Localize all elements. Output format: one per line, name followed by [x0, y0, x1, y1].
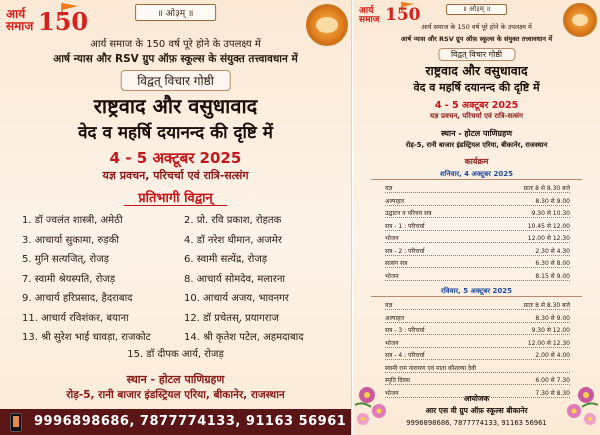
schedule-row: [385, 234, 570, 244]
schedule-activity: भोजन: [385, 235, 399, 242]
arya-samaj-logo-text: आर्य समाज: [6, 7, 34, 33]
venue-name: स्थान - होटल पाणिग्रहण: [126, 373, 225, 386]
schedule-row: [385, 314, 570, 324]
speaker-list-item: 14. श्री कृतेश पटेल, अहमदाबाद: [184, 332, 304, 343]
intro-line-1: आर्य समाज के 150 वर्ष पूरे होने के उपलक्ष्य में: [421, 23, 532, 31]
invitation-poster-schedule: [353, 0, 600, 435]
schedule-activity: सत्र - 3 : परिचर्चा: [385, 327, 425, 334]
speaker-list-item: 8. आचार्य सोमदेव, मलारना: [184, 273, 285, 285]
schedule-activity: अल्पाहार: [385, 197, 405, 205]
speaker-list-item: 5. मुनि सत्यजित्, रोजड़: [22, 254, 109, 265]
schedule-time: 7.30 से 8.30: [535, 389, 570, 397]
schedule-row: [385, 197, 570, 207]
speaker-list-item: 6. स्वामी सत्येंद्र, रोजड़: [184, 254, 268, 265]
schedule-activity: सत्संग सत्र: [385, 260, 408, 267]
schedule-activity: भोजन: [385, 272, 399, 280]
organizer-phones: 9996898686, 7877774133, 91163 56961: [406, 419, 547, 427]
schedule-row: [385, 222, 570, 232]
schedule-time: 2.00 से 4.00: [535, 352, 570, 359]
schedule-activity: भोजन: [385, 339, 399, 347]
schedule-time: 12.00 से 12.30: [527, 235, 570, 242]
dotted-leader: [385, 255, 570, 256]
schedule-time: 8.15 से 9.00: [535, 272, 570, 280]
dotted-leader: [385, 347, 570, 348]
contact-phones: 9996898686, 7877774133, 91163 56961: [34, 414, 347, 429]
speakers-heading-underline: [124, 205, 227, 206]
venue-name: स्थान - होटल पाणिग्रहण: [440, 129, 513, 138]
schedule-time: प्रातः 8 से 8.30 बजे: [523, 302, 570, 309]
program-line: यज्ञ प्रवचन, परिचर्चा एवं रात्रि-सत्संग: [102, 169, 249, 182]
dotted-leader: [385, 309, 570, 310]
title-line-2: वेद व महर्षि दयानन्द की दृष्टि में: [413, 81, 540, 94]
schedule-activity: स्मृति दिवस: [385, 377, 410, 384]
speaker-list-item: 9. आचार्य हरिप्रसाद, हैदराबाद: [22, 293, 133, 304]
schedule-time: 2.30 से 4.30: [535, 247, 570, 255]
organizer-label: आयोजक: [463, 394, 490, 403]
schedule-row: [385, 259, 570, 269]
speaker-list-item: 4. डॉ नरेश धीमान, अजमेर: [184, 234, 282, 246]
dotted-leader: [385, 384, 570, 385]
day2-heading: रविवार, 5 अक्टूबर 2025: [371, 287, 582, 297]
dotted-leader: [385, 322, 570, 323]
schedule-activity: उद्घाटन व परिचय सत्र: [385, 210, 432, 217]
speaker-list-item: 11. आचार्य रविशंकर, बयाना: [22, 312, 129, 324]
event-label: विद्वत् विचार गोष्ठी: [120, 70, 231, 91]
intro-line-2: आर्ष न्यास और RSV ग्रुप ऑफ़ स्कूल्स के संयुक्त तत्त्वावधान में: [400, 35, 553, 43]
dotted-leader: [385, 267, 570, 268]
schedule-row: [385, 272, 570, 282]
schedule-row: [385, 326, 570, 336]
schedule-row: [385, 351, 570, 361]
schedule-time: 8.30 से 9.00: [535, 197, 570, 205]
omkar-header: ॥ ओ३म् ॥: [135, 4, 217, 21]
arya-samaj-150-logo: 150: [38, 7, 89, 36]
venue-address: रोड़-5, रानी बाजार इंडस्ट्रियल एरिया, बीकानेर, राजस्थान: [66, 389, 285, 401]
event-label: विद्वत् विचार गोष्ठी: [438, 48, 515, 61]
schedule-activity: भोजन: [385, 389, 399, 397]
rsv-emblem-icon: [563, 3, 597, 37]
dotted-leader: [385, 242, 570, 243]
contact-footer: [0, 409, 351, 435]
title-line-2: वेद व महर्षि दयानन्द की दृष्टि में: [78, 123, 273, 143]
program-line: यज्ञ प्रवचन, परिचर्चा एवं रात्रि-सत्संग: [430, 112, 523, 120]
intro-line-2: आर्ष न्यास और RSV ग्रुप ऑफ़ स्कूल्स के संयुक्त तत्त्वावधान में: [53, 53, 298, 65]
venue-address: रोड़-5, रानी बाजार इंडस्ट्रियल एरिया, बीकानेर, राजस्थान: [405, 141, 548, 149]
schedule-row: [385, 247, 570, 257]
dotted-leader: [385, 192, 570, 193]
omkar-header: ॥ ओ३म् ॥: [446, 4, 508, 15]
schedule-time: 8.30 से 9.00: [535, 314, 570, 322]
speaker-list-item: 3. आचार्या सुकामा, रुड़की: [22, 234, 120, 246]
om-flag-icon: [401, 1, 415, 11]
dotted-leader: [385, 280, 570, 281]
dotted-leader: [385, 359, 570, 360]
speaker-list-item: 10. आचार्य अजय, भावनगर: [184, 293, 289, 304]
schedule-activity: अल्पाहार: [385, 314, 405, 322]
schedule-activity: सत्र - 2 : परिचर्चा: [385, 247, 425, 255]
schedule-time: 12.00 से 12.30: [527, 339, 570, 347]
schedule-time: 9.30 से 10.30: [531, 210, 570, 217]
schedule-heading: कार्यक्रम: [464, 157, 489, 166]
schedule-row: [385, 209, 570, 219]
dotted-leader: [385, 217, 570, 218]
event-date: 4 - 5 अक्टूबर 2025: [434, 100, 519, 111]
speaker-list-item: 12. डॉ प्रचेतस्, प्रयागराज: [184, 312, 279, 324]
schedule-time: 6.30 से 8.00: [535, 260, 570, 267]
intro-line-1: आर्य समाज के 150 वर्ष पूरे होने के उपलक्ष्य में: [90, 39, 261, 50]
speakers-heading: प्रतिभागी विद्वान्: [138, 191, 213, 206]
om-flag-icon: [60, 2, 80, 16]
day1-heading: शनिवार, 4 अक्टूबर 2025: [371, 170, 582, 180]
arya-samaj-150-logo: 150: [385, 5, 421, 25]
organizer-name: आर एस वी ग्रुप ऑफ़ स्कूल्स बीकानेर: [425, 406, 528, 415]
title-line-1: राष्ट्रवाद और वसुधावाद: [93, 94, 258, 118]
schedule-row: [385, 376, 570, 386]
event-date: 4 - 5 अक्टूबर 2025: [109, 149, 242, 167]
schedule-row: [385, 339, 570, 349]
dotted-leader: [385, 334, 570, 335]
speaker-15: 15. डॉ दीपक आर्य, रोजड़: [127, 349, 224, 360]
schedule-time: 6.00 से 7.30: [535, 377, 570, 384]
schedule-activity: सत्र - 4 : परिचर्चा: [385, 352, 425, 359]
speaker-list-item: 2. प्रो. रवि प्रकाश, रोहतक: [184, 215, 282, 226]
schedule-activity: यज्ञ: [385, 185, 393, 192]
dotted-leader: [385, 230, 570, 231]
speaker-list-item: 1. डॉ ज्वलंत शास्त्री, अमेठी: [22, 215, 123, 226]
schedule-row: [385, 364, 570, 374]
schedule-row: [385, 301, 570, 311]
schedule-activity: सत्र - 1 : परिचर्चा: [385, 222, 425, 230]
phone-icon: [10, 413, 22, 432]
speaker-list-item: 13. श्री सुरेश भाई चावड़ा, राजकोट: [22, 332, 151, 343]
schedule-time: 10.45 से 12.00: [527, 222, 570, 230]
schedule-activity: यज्ञ: [385, 302, 393, 309]
dotted-leader: [385, 372, 570, 373]
speaker-list-item: 7. स्वामी श्रेयस्पति, रोजड़: [22, 273, 116, 285]
dotted-leader: [385, 205, 570, 206]
arya-samaj-logo-text: आर्य समाज: [359, 6, 380, 25]
schedule-row: [385, 184, 570, 194]
title-line-1: राष्ट्रवाद और वसुधावाद: [425, 63, 528, 78]
schedule-activity: स्वामी राम नारायण एवं माता कौशल्या देवी: [385, 364, 476, 372]
schedule-time: 9.30 से 12.00: [531, 327, 570, 334]
schedule-time: प्रातः 8 से 8.30 बजे: [523, 185, 570, 192]
